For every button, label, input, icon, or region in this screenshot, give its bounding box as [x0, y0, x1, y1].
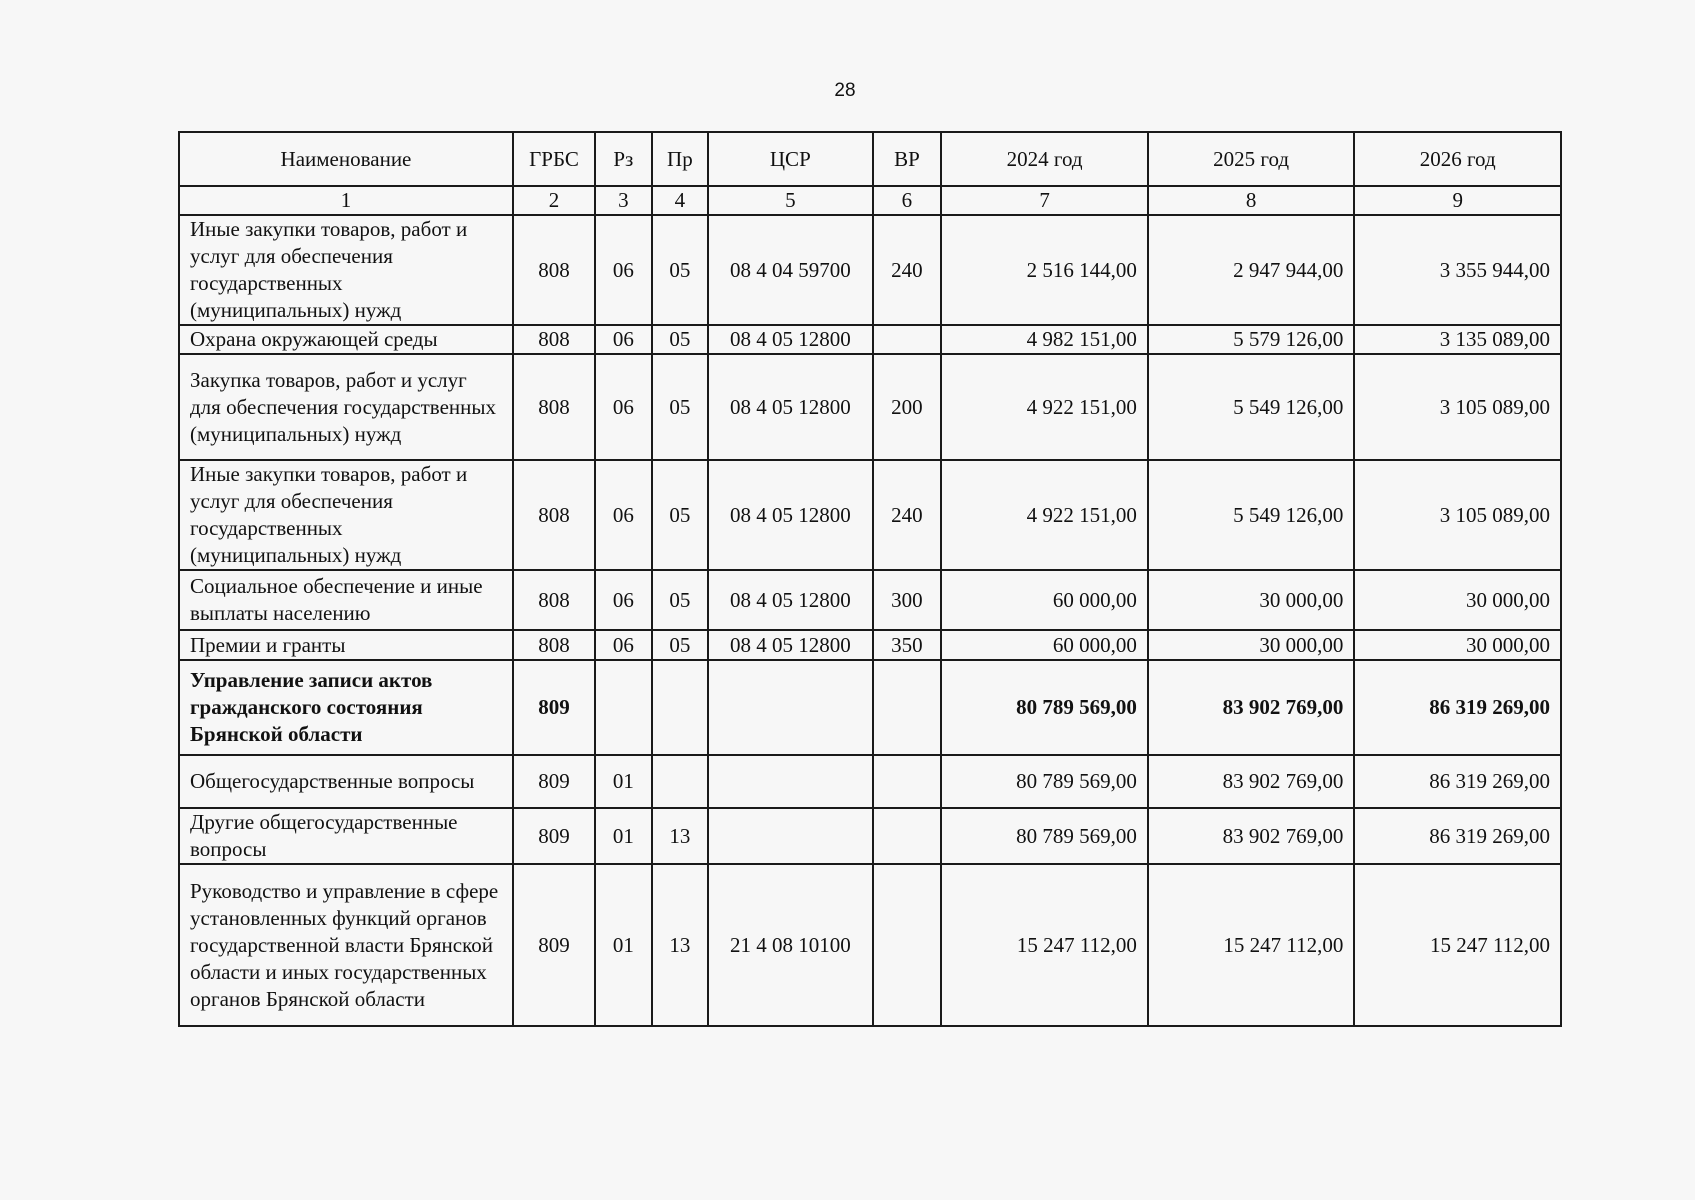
cell-name: Закупка товаров, работ и услуг для обеспечения государственных (муниципальных) нужд [179, 354, 513, 460]
cell-pr [652, 660, 709, 755]
cell-name: Социальное обеспечение и иные выплаты населению [179, 570, 513, 630]
cell-csr [708, 755, 872, 808]
column-number: 6 [873, 186, 942, 215]
cell-vr [873, 755, 942, 808]
header-vr: ВР [873, 132, 942, 186]
cell-2025: 83 902 769,00 [1148, 660, 1355, 755]
cell-name: Охрана окружающей среды [179, 325, 513, 354]
cell-grbs: 809 [513, 660, 595, 755]
table-row [179, 660, 1561, 755]
table-row [179, 755, 1561, 808]
header-2025: 2025 год [1148, 132, 1355, 186]
header-2026: 2026 год [1354, 132, 1561, 186]
header-csr: ЦСР [708, 132, 872, 186]
header-grbs: ГРБС [513, 132, 595, 186]
cell-pr: 05 [652, 325, 709, 354]
cell-csr: 08 4 05 12800 [708, 325, 872, 354]
cell-2024: 4 922 151,00 [941, 460, 1148, 570]
table-row [179, 808, 1561, 864]
cell-grbs: 809 [513, 808, 595, 864]
cell-rz [595, 660, 652, 755]
cell-2024: 4 982 151,00 [941, 325, 1148, 354]
cell-2024: 80 789 569,00 [941, 755, 1148, 808]
cell-2026: 15 247 112,00 [1354, 864, 1561, 1026]
table-row [179, 354, 1561, 460]
cell-rz: 01 [595, 864, 652, 1026]
cell-grbs: 808 [513, 630, 595, 660]
cell-2024: 2 516 144,00 [941, 215, 1148, 325]
cell-vr: 200 [873, 354, 942, 460]
cell-vr [873, 660, 942, 755]
cell-pr: 05 [652, 354, 709, 460]
cell-2026: 3 105 089,00 [1354, 460, 1561, 570]
cell-csr: 21 4 08 10100 [708, 864, 872, 1026]
column-number: 1 [179, 186, 513, 215]
table-body [179, 215, 1561, 1026]
table-row [179, 864, 1561, 1026]
column-number: 5 [708, 186, 872, 215]
cell-name: Другие общегосударственные вопросы [179, 808, 513, 864]
cell-grbs: 808 [513, 354, 595, 460]
column-number: 3 [595, 186, 652, 215]
cell-2026: 86 319 269,00 [1354, 755, 1561, 808]
cell-grbs: 809 [513, 755, 595, 808]
cell-2025: 5 549 126,00 [1148, 354, 1355, 460]
cell-vr [873, 864, 942, 1026]
cell-csr: 08 4 04 59700 [708, 215, 872, 325]
budget-table [178, 131, 1562, 1027]
cell-name: Руководство и управление в сфере установленных функций органов государственной власти Брянской области и иных государственных органов Брянской области [179, 864, 513, 1026]
table-row [179, 215, 1561, 325]
cell-grbs: 808 [513, 570, 595, 630]
cell-pr [652, 755, 709, 808]
cell-vr: 240 [873, 215, 942, 325]
cell-rz: 06 [595, 354, 652, 460]
header-pr: Пр [652, 132, 709, 186]
cell-vr: 240 [873, 460, 942, 570]
cell-2024: 4 922 151,00 [941, 354, 1148, 460]
cell-2024: 80 789 569,00 [941, 660, 1148, 755]
cell-2025: 83 902 769,00 [1148, 808, 1355, 864]
cell-2025: 5 579 126,00 [1148, 325, 1355, 354]
cell-grbs: 808 [513, 325, 595, 354]
header-2024: 2024 год [941, 132, 1148, 186]
cell-csr: 08 4 05 12800 [708, 354, 872, 460]
table-row [179, 460, 1561, 570]
column-number: 7 [941, 186, 1148, 215]
cell-pr: 05 [652, 630, 709, 660]
table-row [179, 325, 1561, 354]
cell-2024: 80 789 569,00 [941, 808, 1148, 864]
cell-2026: 3 105 089,00 [1354, 354, 1561, 460]
cell-pr: 13 [652, 864, 709, 1026]
page-number: 28 [834, 80, 856, 101]
header-name: Наименование [179, 132, 513, 186]
cell-2026: 86 319 269,00 [1354, 660, 1561, 755]
cell-vr [873, 325, 942, 354]
cell-2026: 3 135 089,00 [1354, 325, 1561, 354]
table-header [179, 132, 1561, 215]
cell-name: Иные закупки товаров, работ и услуг для обеспечения государственных (муниципальных) нужд [179, 215, 513, 325]
cell-csr [708, 808, 872, 864]
cell-grbs: 808 [513, 460, 595, 570]
cell-rz: 06 [595, 570, 652, 630]
cell-rz: 06 [595, 215, 652, 325]
header-row [179, 132, 1561, 186]
cell-2025: 15 247 112,00 [1148, 864, 1355, 1026]
cell-vr: 300 [873, 570, 942, 630]
cell-pr: 13 [652, 808, 709, 864]
cell-2026: 30 000,00 [1354, 630, 1561, 660]
cell-rz: 06 [595, 325, 652, 354]
cell-csr: 08 4 05 12800 [708, 460, 872, 570]
cell-pr: 05 [652, 215, 709, 325]
cell-rz: 01 [595, 808, 652, 864]
cell-2025: 30 000,00 [1148, 570, 1355, 630]
header-rz: Рз [595, 132, 652, 186]
cell-csr [708, 660, 872, 755]
cell-2025: 30 000,00 [1148, 630, 1355, 660]
column-number: 8 [1148, 186, 1355, 215]
cell-pr: 05 [652, 570, 709, 630]
column-number-row [179, 186, 1561, 215]
cell-name: Общегосударственные вопросы [179, 755, 513, 808]
cell-2024: 60 000,00 [941, 570, 1148, 630]
cell-2024: 15 247 112,00 [941, 864, 1148, 1026]
cell-name: Премии и гранты [179, 630, 513, 660]
cell-2025: 2 947 944,00 [1148, 215, 1355, 325]
cell-name: Управление записи актов гражданского состояния Брянской области [179, 660, 513, 755]
column-number: 4 [652, 186, 709, 215]
column-number: 2 [513, 186, 595, 215]
cell-rz: 01 [595, 755, 652, 808]
cell-2026: 86 319 269,00 [1354, 808, 1561, 864]
table-row [179, 630, 1561, 660]
cell-2025: 83 902 769,00 [1148, 755, 1355, 808]
cell-vr: 350 [873, 630, 942, 660]
cell-csr: 08 4 05 12800 [708, 630, 872, 660]
cell-grbs: 809 [513, 864, 595, 1026]
column-number: 9 [1354, 186, 1561, 215]
cell-csr: 08 4 05 12800 [708, 570, 872, 630]
cell-2025: 5 549 126,00 [1148, 460, 1355, 570]
cell-2026: 3 355 944,00 [1354, 215, 1561, 325]
table-row [179, 570, 1561, 630]
cell-grbs: 808 [513, 215, 595, 325]
cell-name: Иные закупки товаров, работ и услуг для обеспечения государственных (муниципальных) нужд [179, 460, 513, 570]
cell-vr [873, 808, 942, 864]
cell-rz: 06 [595, 460, 652, 570]
cell-2024: 60 000,00 [941, 630, 1148, 660]
cell-pr: 05 [652, 460, 709, 570]
cell-rz: 06 [595, 630, 652, 660]
cell-2026: 30 000,00 [1354, 570, 1561, 630]
